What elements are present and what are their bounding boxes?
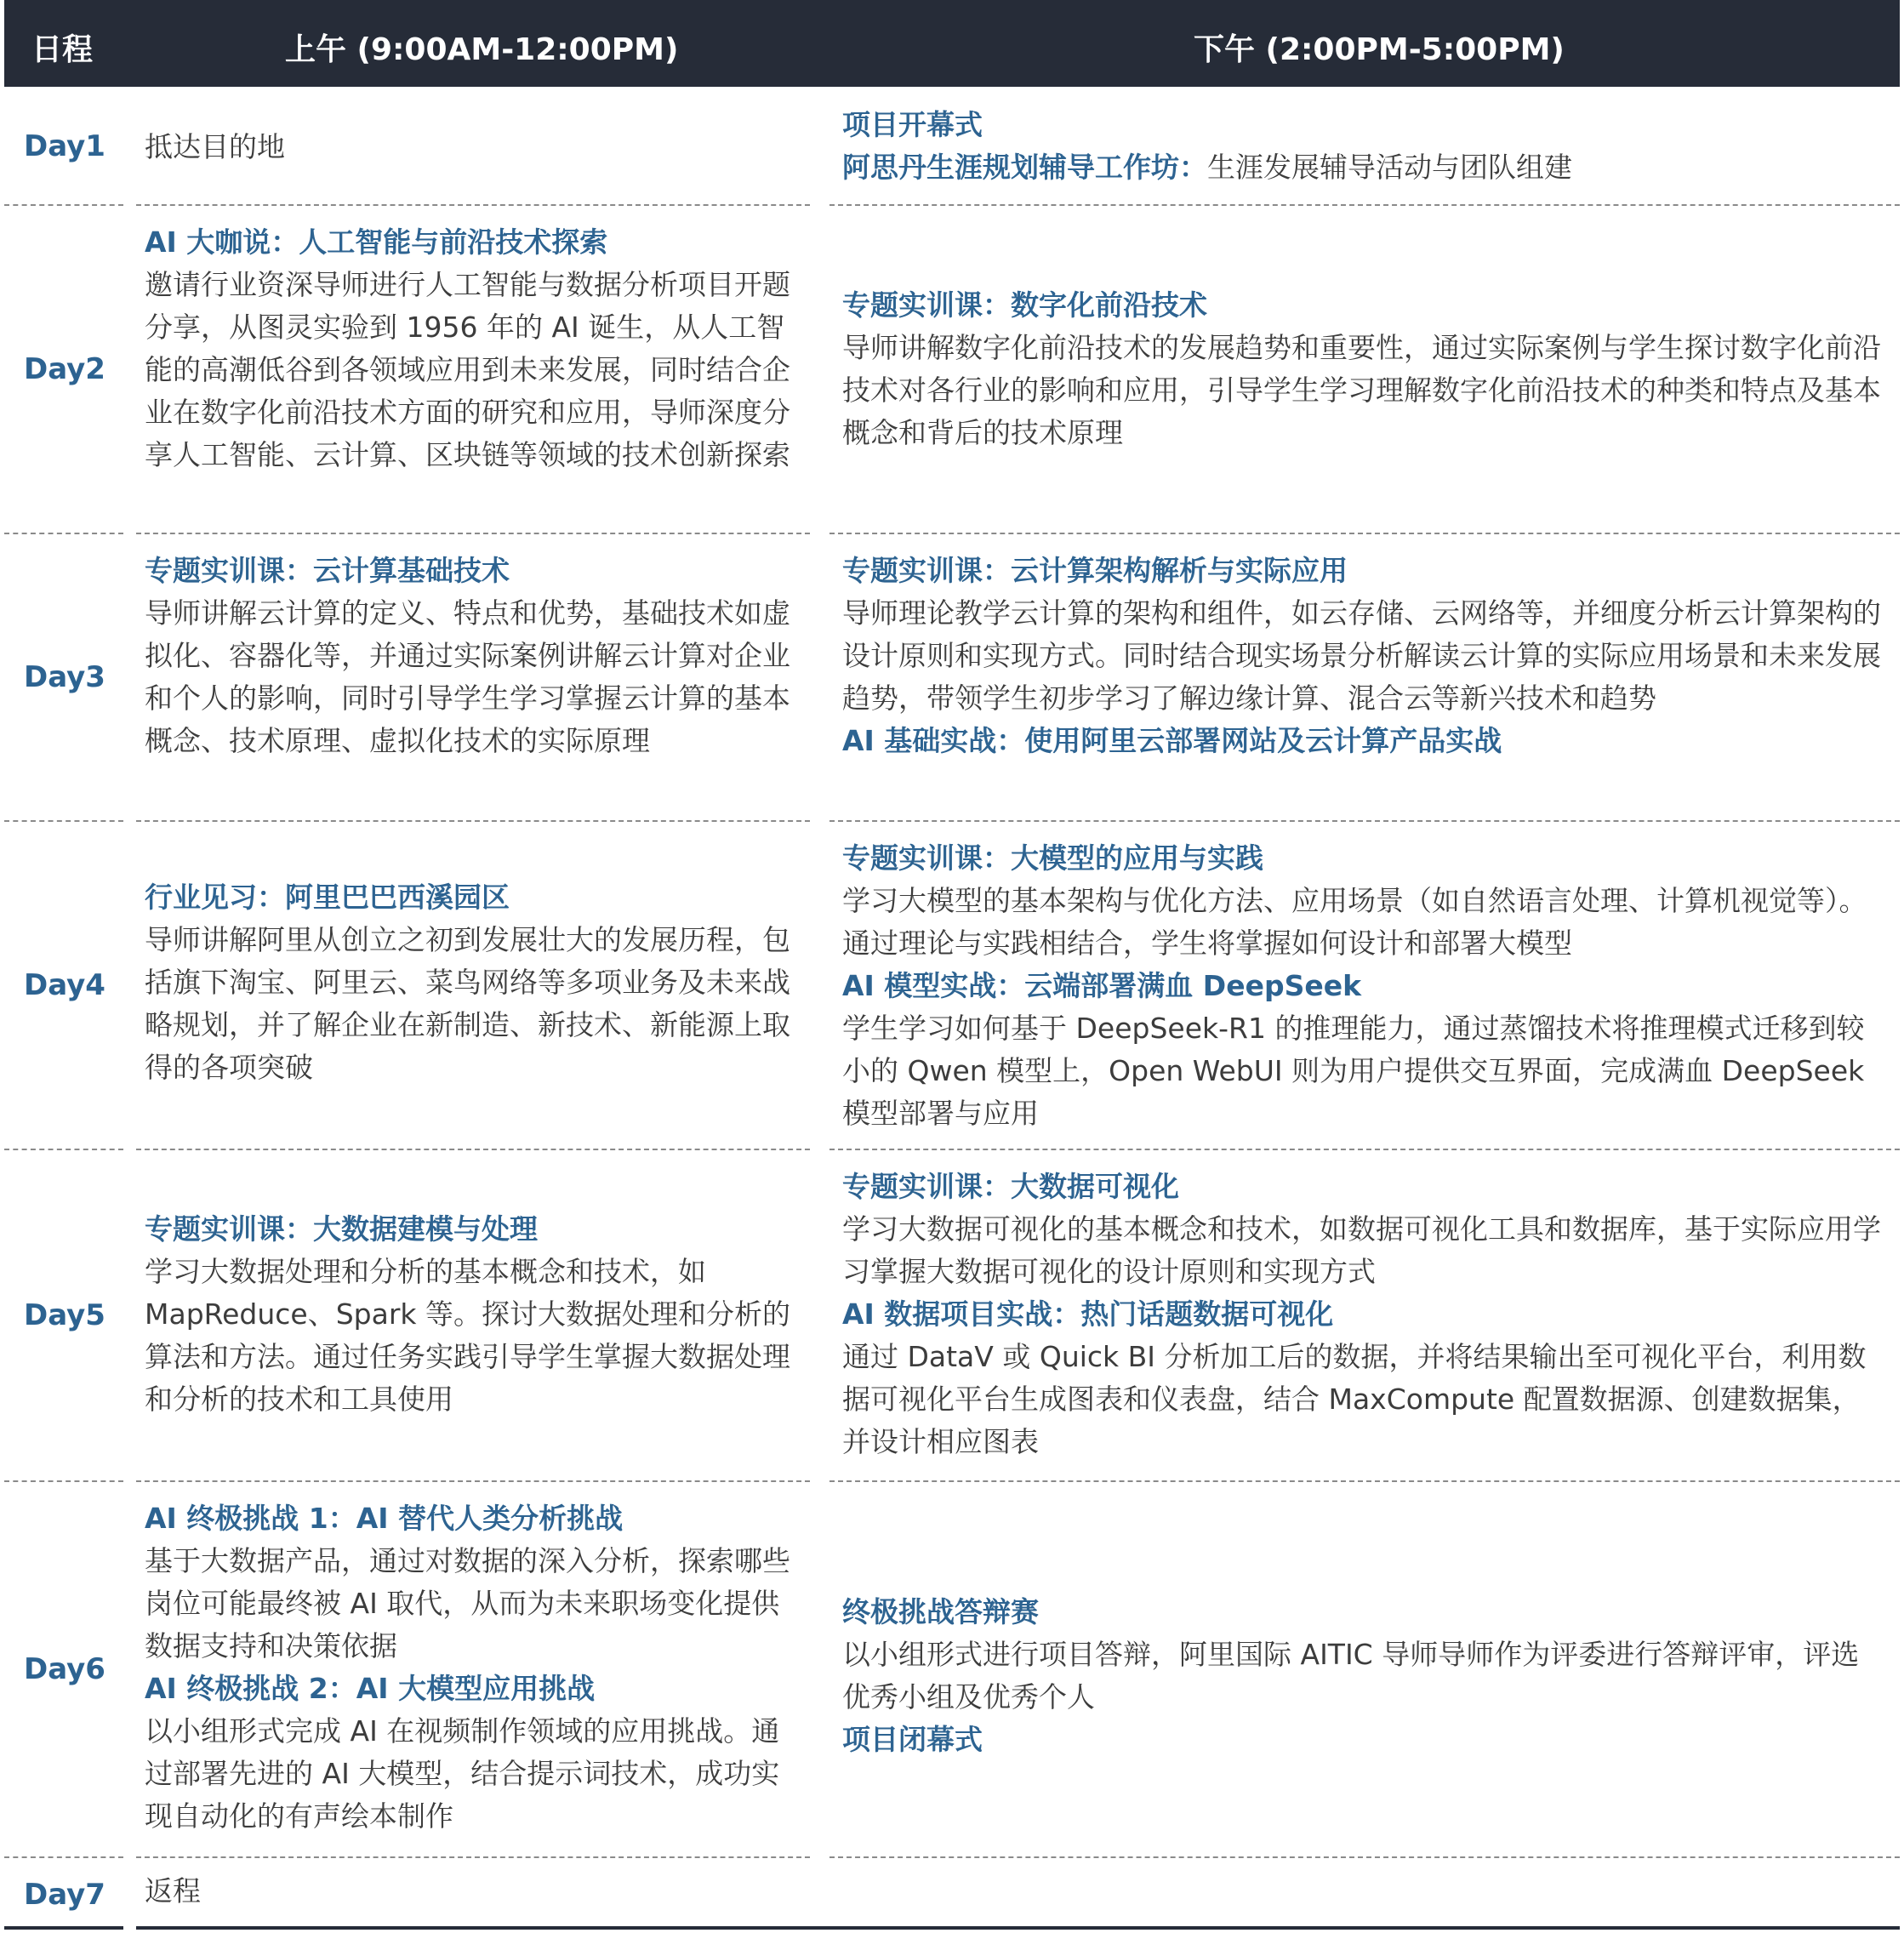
morning-session-title: AI 大咖说：人工智能与前沿技术探索 — [145, 225, 608, 259]
afternoon-session-desc: 学习大数据可视化的基本概念和技术，如数据可视化工具和数据库，基于实际应用学习掌握大数据可视化的设计原则和实现方式 — [842, 1212, 1881, 1288]
row-divider — [136, 1480, 810, 1482]
row-divider — [136, 1149, 810, 1150]
morning-session-desc: 以小组形式完成 AI 在视频制作领域的应用挑战。通过部署先进的 AI 大模型，结合提示词技术，成功实现自动化的有声绘本制作 — [145, 1714, 780, 1833]
day-label: Day1 — [24, 129, 105, 163]
afternoon-session-title: 专题实训课：大数据可视化 — [842, 1170, 1179, 1203]
afternoon-session-title: AI 基础实战：使用阿里云部署网站及云计算产品实战 — [842, 724, 1502, 757]
morning-cell — [145, 126, 807, 168]
header-morning: 上午 (9:00AM-12:00PM) — [285, 32, 679, 67]
row-divider — [829, 820, 1900, 822]
afternoon-session-title: AI 模型实战：云端部署满血 DeepSeek — [842, 969, 1362, 1002]
afternoon-cell — [842, 1166, 1887, 1463]
morning-session-desc: 抵达目的地 — [145, 130, 285, 163]
schedule-header — [4, 0, 1900, 87]
row-divider — [136, 204, 810, 206]
afternoon-session-desc: 学习大模型的基本架构与优化方法、应用场景（如自然语言处理、计算机视觉等）。通过理论与实践相结合，学生将掌握如何设计和部署大模型 — [842, 884, 1867, 960]
afternoon-cell — [842, 550, 1887, 762]
morning-session-desc: 基于大数据产品，通过对数据的深入分析，探索哪些岗位可能最终被 AI 取代，从而为未来职场变化提供数据支持和决策依据 — [145, 1544, 790, 1662]
day-label: Day7 — [24, 1878, 105, 1912]
row-divider — [829, 1480, 1900, 1482]
row-divider — [136, 820, 810, 822]
afternoon-session-desc: 学生学习如何基于 DeepSeek-R1 的推理能力，通过蒸馏技术将推理模式迁移到较小的 Qwen 模型上，Open WebUI 则为用户提供交互界面，完成满血 DeepSeek 模型部署与应用 — [842, 1012, 1865, 1130]
morning-cell — [145, 1208, 807, 1421]
morning-session-desc: 学习大数据处理和分析的基本概念和技术，如 MapReduce、Spark 等。探讨大数据处理和分析的算法和方法。通过任务实践引导学生掌握大数据处理和分析的技术和工具使用 — [145, 1255, 790, 1416]
morning-cell — [145, 876, 807, 1089]
morning-session-desc: 邀请行业资深导师进行人工智能与数据分析项目开题分享，从图灵实验到 1956 年的 AI 诞生，从人工智能的高潮低谷到各领域应用到未来发展，同时结合企业在数字化前沿技术方面的研究和应用，导师深度分享人工智能、云计算、区块链等领域的技术创新探索 — [145, 268, 790, 471]
afternoon-session-title: 终极挑战答辩赛 — [842, 1595, 1039, 1628]
day-label: Day2 — [24, 352, 105, 386]
afternoon-cell — [842, 104, 1887, 189]
morning-cell — [145, 1870, 807, 1913]
afternoon-session-title: 专题实训课：云计算架构解析与实际应用 — [842, 554, 1348, 587]
table-bottom-border — [4, 1926, 123, 1930]
afternoon-session-desc: 以小组形式进行项目答辩，阿里国际 AITIC 导师导师作为评委进行答辩评审，评选优秀小组及优秀个人 — [842, 1638, 1860, 1713]
row-divider — [136, 533, 810, 534]
afternoon-session-title: AI 数据项目实战：热门话题数据可视化 — [842, 1297, 1334, 1331]
day-label: Day3 — [24, 660, 105, 694]
afternoon-cell — [842, 1591, 1887, 1761]
afternoon-session-desc: 导师理论教学云计算的架构和组件，如云存储、云网络等，并细度分析云计算架构的设计原则和实现方式。同时结合现实场景分析解读云计算的实际应用场景和未来发展趋势，带领学生初步学习了解边缘计算、混合云等新兴技术和趋势 — [842, 596, 1881, 715]
header-day: 日程 — [31, 32, 94, 67]
row-divider — [829, 204, 1900, 206]
header-afternoon: 下午 (2:00PM-5:00PM) — [1194, 32, 1565, 67]
afternoon-session-title: 专题实训课：数字化前沿技术 — [842, 288, 1207, 322]
morning-cell — [145, 550, 807, 762]
day-label: Day5 — [24, 1298, 105, 1332]
afternoon-session-desc: 导师讲解数字化前沿技术的发展趋势和重要性，通过实际案例与学生探讨数字化前沿技术对各行业的影响和应用，引导学生学习理解数字化前沿技术的种类和特点及基本概念和背后的技术原理 — [842, 331, 1881, 449]
day-label: Day4 — [24, 968, 105, 1002]
row-divider — [136, 1856, 810, 1858]
afternoon-cell — [842, 837, 1887, 1135]
afternoon-session-title: 项目开幕式 — [842, 108, 983, 141]
morning-session-desc: 返程 — [145, 1874, 201, 1907]
morning-session-desc: 导师讲解云计算的定义、特点和优势，基础技术如虚拟化、容器化等，并通过实际案例讲解云计算对企业和个人的影响，同时引导学生学习掌握云计算的基本概念、技术原理、虚拟化技术的实际原理 — [145, 596, 790, 757]
afternoon-cell — [842, 284, 1887, 454]
morning-session-title: AI 终极挑战 1：AI 替代人类分析挑战 — [145, 1502, 624, 1535]
afternoon-session-desc: 生涯发展辅导活动与团队组建 — [1207, 151, 1572, 184]
day-label: Day6 — [24, 1652, 105, 1686]
afternoon-session-title: 项目闭幕式 — [842, 1723, 983, 1756]
morning-session-title: 行业见习：阿里巴巴西溪园区 — [145, 881, 510, 914]
row-divider — [829, 533, 1900, 534]
afternoon-session-title: 阿思丹生涯规划辅导工作坊：生涯发展辅导活动与团队组建 — [842, 151, 1572, 184]
morning-session-title: 专题实训课：云计算基础技术 — [145, 554, 510, 587]
morning-session-title: 专题实训课：大数据建模与处理 — [145, 1212, 538, 1246]
table-bottom-border — [136, 1926, 1900, 1930]
morning-cell — [145, 1497, 807, 1838]
row-divider — [829, 1149, 1900, 1150]
morning-session-desc: 导师讲解阿里从创立之初到发展壮大的发展历程，包括旗下淘宝、阿里云、菜鸟网络等多项业务及未来战略规划，并了解企业在新制造、新技术、新能源上取得的各项突破 — [145, 923, 790, 1084]
morning-cell — [145, 221, 807, 476]
morning-session-title: AI 终极挑战 2：AI 大模型应用挑战 — [145, 1672, 596, 1705]
afternoon-session-desc: 通过 DataV 或 Quick BI 分析加工后的数据，并将结果输出至可视化平台，利用数据可视化平台生成图表和仪表盘，结合 MaxCompute 配置数据源、创建数据集，并设计相应图表 — [842, 1340, 1867, 1458]
afternoon-session-title: 专题实训课：大模型的应用与实践 — [842, 841, 1263, 875]
row-divider — [829, 1856, 1900, 1858]
